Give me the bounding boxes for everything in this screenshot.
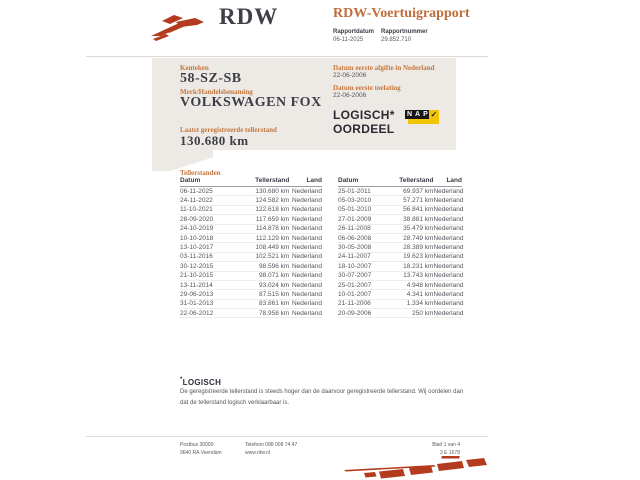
eerste-afgifte-value: 22-06-2006 bbox=[333, 72, 367, 79]
table-row: 03-11-2016 102.521 km Nederland bbox=[180, 253, 322, 261]
table-rows bbox=[338, 187, 462, 318]
footnote-title-text: LOGISCH bbox=[182, 378, 222, 387]
tellerstanden-section-title: Tellerstanden bbox=[180, 169, 221, 177]
report-date-value: 06-11-2025 bbox=[333, 37, 364, 43]
col-land: Land bbox=[306, 177, 322, 184]
eerste-toelating-label: Datum eerste toelating bbox=[333, 84, 401, 92]
table-row: 29-06-2013 87.515 km Nederland bbox=[180, 290, 322, 298]
footer-website: www.rdw.nl bbox=[245, 450, 271, 456]
tellerstanden-table-right bbox=[338, 178, 462, 318]
table-header bbox=[180, 178, 322, 187]
table-row: 28-09-2020 117.659 km Nederland bbox=[180, 215, 322, 223]
oordeel-line2: OORDEEL bbox=[333, 122, 395, 136]
footer-address bbox=[180, 441, 222, 457]
table-row: 13-11-2014 93.024 km Nederland bbox=[180, 281, 322, 289]
footer-address-line1: Postbus 30000 bbox=[180, 442, 214, 448]
table-row: 21-11-2006 1.334 km Nederland bbox=[338, 300, 464, 308]
kenteken-label: Kenteken bbox=[180, 64, 209, 72]
rdw-eagle-logo-icon bbox=[150, 10, 210, 42]
table-row: 25-01-2011 69.937 km Nederland bbox=[338, 187, 464, 195]
table-row: 11-10-2021 122.618 km Nederland bbox=[180, 206, 322, 214]
footnote-title bbox=[180, 377, 221, 387]
footer-page-number: Blad 1 van 4 bbox=[432, 442, 460, 448]
tellerstanden-table-left bbox=[180, 178, 322, 318]
table-row: 13-10-2017 108.449 km Nederland bbox=[180, 244, 322, 252]
col-tellerstand: Tellerstand bbox=[255, 177, 290, 184]
table-row: 21-10-2015 98.071 km Nederland bbox=[180, 272, 322, 280]
col-datum: Datum bbox=[180, 177, 201, 184]
table-row: 24-11-2007 19.623 km Nederland bbox=[338, 253, 464, 261]
eerste-afgifte-label: Datum eerste afgifte in Nederland bbox=[333, 64, 435, 72]
report-number-value: 29.852.710 bbox=[381, 37, 412, 43]
table-row: 30-12-2015 98.596 km Nederland bbox=[180, 262, 322, 270]
kenteken-value: 58-SZ-SB bbox=[180, 71, 242, 86]
table-row: 10-01-2007 4.341 km Nederland bbox=[338, 290, 464, 298]
table-row: 06-06-2008 28.749 km Nederland bbox=[338, 234, 464, 242]
merk-value: VOLKSWAGEN FOX bbox=[180, 95, 322, 110]
nap-letter-tile: N bbox=[406, 111, 413, 118]
table-row: 24-10-2019 114.878 km Nederland bbox=[180, 225, 322, 233]
col-land: Land bbox=[446, 177, 462, 184]
nap-logo-icon bbox=[405, 110, 439, 125]
table-row: 20-09-2006 250 km Nederland bbox=[338, 309, 464, 317]
table-row: 05-03-2010 57.271 km Nederland bbox=[338, 197, 464, 205]
report-title: RDW-Voertuigrapport bbox=[333, 6, 470, 21]
footer-page-info bbox=[380, 441, 460, 457]
table-header bbox=[338, 178, 462, 187]
rdw-wordmark: RDW bbox=[219, 4, 279, 29]
header-divider bbox=[86, 56, 488, 57]
footnote-asterisk: * bbox=[180, 377, 183, 383]
table-row: 10-10-2018 112.129 km Nederland bbox=[180, 234, 322, 242]
table-row: 30-05-2008 28.389 km Nederland bbox=[338, 244, 464, 252]
oordeel-text bbox=[333, 108, 395, 136]
table-row: 26-11-2008 35.479 km Nederland bbox=[338, 225, 464, 233]
oordeel-line1: LOGISCH* bbox=[333, 108, 395, 122]
col-tellerstand: Tellerstand bbox=[399, 177, 434, 184]
table-row: 06-11-2025 130.680 km Nederland bbox=[180, 187, 322, 195]
tellerstand-value: 130.680 km bbox=[180, 133, 249, 148]
table-row: 22-06-2012 78.958 km Nederland bbox=[180, 309, 322, 317]
table-row: 05-01-2010 56.841 km Nederland bbox=[338, 206, 464, 214]
table-row: 27-01-2009 38.881 km Nederland bbox=[338, 215, 464, 223]
nap-letter-tile: A bbox=[414, 111, 421, 118]
footer-divider bbox=[86, 436, 488, 437]
footer-address-line2: 9640 RA Veendam bbox=[180, 450, 222, 456]
table-row: 30-07-2007 13.743 km Nederland bbox=[338, 272, 464, 280]
table-rows bbox=[180, 187, 322, 318]
merk-label: Merk/Handelsbenaming bbox=[180, 88, 253, 96]
rdw-wing-graphic-icon bbox=[344, 456, 488, 480]
footer-phone: Telefoon 088 008 74 47 bbox=[245, 442, 298, 448]
table-row: 18-10-2007 18.231 km Nederland bbox=[338, 262, 464, 270]
nap-checkmark-icon: ✓ bbox=[430, 110, 438, 119]
report-number-label: Rapportnummer bbox=[381, 29, 428, 35]
col-datum: Datum bbox=[338, 177, 359, 184]
table-row: 31-01-2013 83.861 km Nederland bbox=[180, 300, 322, 308]
table-row: 24-11-2022 124.582 km Nederland bbox=[180, 197, 322, 205]
footer-form-code: 3 E 1678 bbox=[439, 450, 460, 456]
vehicle-info-panel-tab bbox=[152, 150, 213, 171]
report-date-label: Rapportdatum bbox=[333, 29, 374, 35]
footer-contact bbox=[245, 441, 297, 457]
nap-letter-tile: P bbox=[421, 110, 430, 119]
footnote-text: De geregistreerde tellerstand is steeds hoger dan de daarvoor geregistreerde tellerstand. Wij oordelen dan dat de tellerstand logisch verklaarbaar is. bbox=[180, 389, 464, 406]
table-row: 25-01-2007 4.948 km Nederland bbox=[338, 281, 464, 289]
tellerstand-label: Laatst geregistreerde tellerstand bbox=[180, 126, 277, 134]
eerste-toelating-value: 22-06-2006 bbox=[333, 92, 367, 99]
